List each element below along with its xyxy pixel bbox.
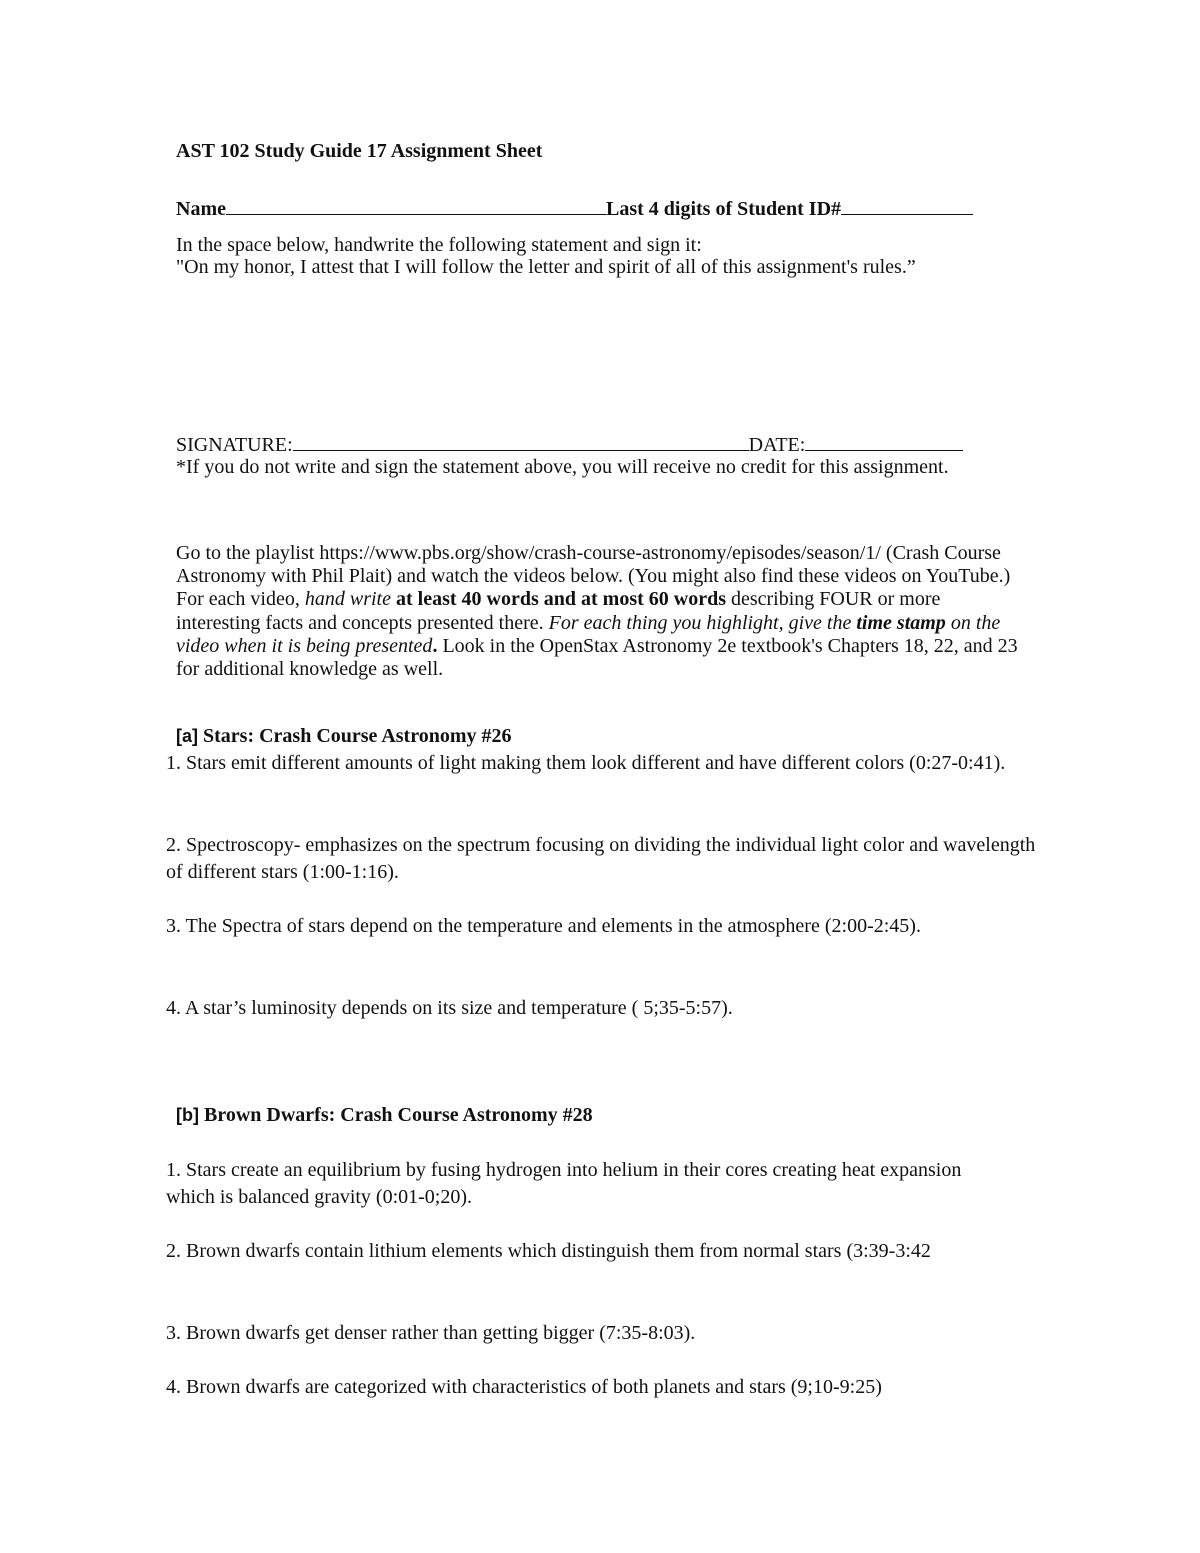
date-blank-line: [805, 432, 963, 451]
section-a-item: 4. A star’s luminosity depends on its size and temperature ( 5;35-5:57).: [166, 997, 733, 1019]
section-b-tag: [b]: [176, 1105, 199, 1125]
honor-statement: "On my honor, I attest that I will follow the letter and spirit of all of this assignment's rules.”: [176, 256, 916, 278]
highlight-instruction-2: on the video when it is being presented: [176, 611, 1001, 657]
section-b-item: 1. Stars create an equilibrium by fusing hydrogen into helium in their cores creating heat expansion which is balanced gravity (0:01-0;20).: [166, 1159, 962, 1208]
highlight-instruction-1: For each thing you highlight, give the: [548, 611, 857, 634]
signature-label: SIGNATURE:: [176, 434, 293, 456]
name-label: Name: [176, 198, 226, 220]
date-label: DATE:: [748, 434, 806, 456]
hand-write-emphasis: hand write: [304, 588, 391, 611]
honor-instructions: [176, 234, 1016, 278]
section-b-item: 3. Brown dwarfs get denser rather than getting bigger (7:35-8:03).: [166, 1322, 696, 1344]
section-b-title: Brown Dwarfs: Crash Course Astronomy #28: [203, 1104, 593, 1126]
section-a-item: 2. Spectroscopy- emphasizes on the spectrum focusing on dividing the individual light color and wavelength of different stars (1:00-1:16).: [166, 834, 1036, 883]
playlist-text-4: Look in the OpenStax Astronomy 2e textbook's Chapters 18, 22, and 23 for additional knowledge as well.: [176, 634, 1018, 681]
section-a-item: 3. The Spectra of stars depend on the temperature and elements in the atmosphere (2:00-2:45).: [166, 915, 921, 937]
section-a-item: 1. Stars emit different amounts of light making them look different and have different colors (0:27-0:41).: [166, 752, 1006, 774]
student-id-label: Last 4 digits of Student ID#: [605, 198, 842, 220]
name-blank-line: [226, 196, 606, 215]
signature-row: [176, 432, 963, 457]
section-b-item: 2. Brown dwarfs contain lithium elements which distinguish them from normal stars (3:39-3:42: [166, 1240, 931, 1262]
playlist-text-3: describing FOUR or more interesting facts and concepts presented there.: [176, 588, 941, 634]
section-a-title: Stars: Crash Course Astronomy #26: [203, 725, 512, 747]
highlight-period: .: [432, 634, 438, 657]
playlist-instructions: [176, 542, 1026, 681]
page-title: AST 102 Study Guide 17 Assignment Sheet: [176, 140, 543, 162]
section-b-item: 4. Brown dwarfs are categorized with characteristics of both planets and stars (9;10-9:25): [166, 1376, 882, 1398]
instruction-line: In the space below, handwrite the following statement and sign it:: [176, 234, 702, 256]
playlist-text-1: Go to the playlist https://www.pbs.org/show/crash-course-astronomy/episodes/season/1/ (Crash Course Astronomy with Phil Plait) and watch the videos below. (You might also find these videos on YouTube.) For each video,: [176, 542, 1011, 611]
section-a-heading: [176, 725, 512, 748]
signature-note: *If you do not write and sign the statement above, you will receive no credit for this assignment.: [176, 456, 949, 478]
name-id-row: [176, 196, 973, 221]
student-id-blank-line: [841, 196, 973, 215]
section-b-heading: [176, 1104, 593, 1127]
signature-blank-line: [293, 432, 749, 451]
section-a-tag: [a]: [176, 726, 198, 746]
word-count-requirement: at least 40 words and at most 60 words: [395, 588, 726, 611]
time-stamp-emphasis: time stamp: [856, 611, 946, 634]
